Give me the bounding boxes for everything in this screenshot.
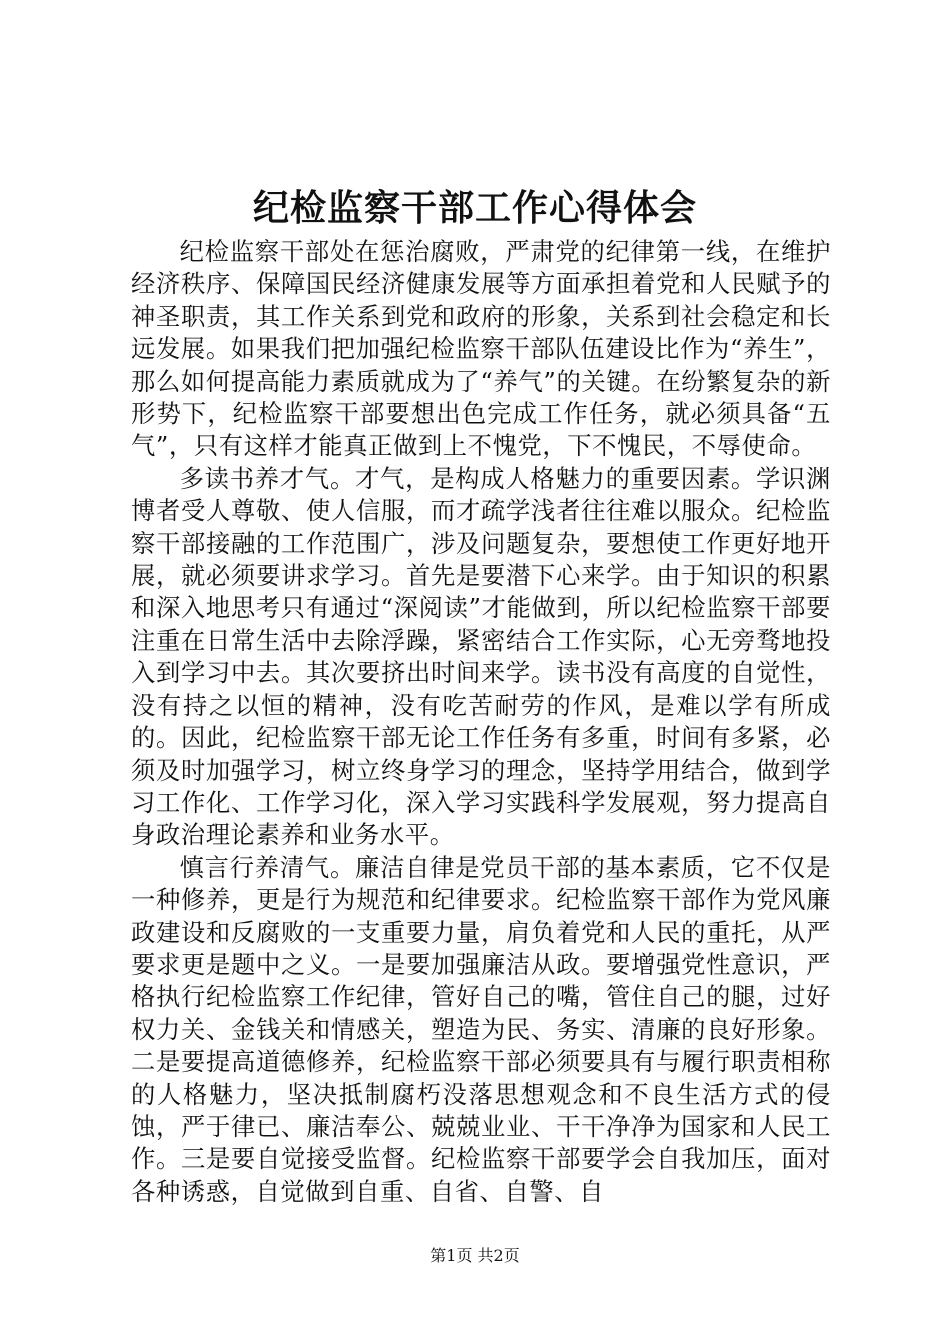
document-title: 纪检监察干部工作心得体会 bbox=[252, 187, 697, 229]
paragraph-conduct: 慎言行养清气。廉洁自律是党员干部的基本素质，它不仅是一种修养，更是行为规范和纪律要求。纪检监察干部作为党风廉政建设和反腐败的一支重要力量，肩负着党和人民的重托，从严要求更是题中之义。一是要加强廉洁从政。要增强党性意识，严格执行纪检监察工作纪律，管好自己的嘴，管住自己的腿，过好权力关、金钱关和情感关，塑造为民、务实、清廉的良好形象。二是要提高道德修养，纪检监察干部必须要具有与履行职责相称的人格魅力，坚决抵制腐朽没落思想观念和不良生活方式的侵蚀，严于律已、廉洁奉公、兢兢业业、干干净净为国家和人民工作。三是要自觉接受监督。纪检监察干部要学会自我加压，面对各种诱惑，自觉做到自重、自省、自警、自 bbox=[131, 852, 831, 1206]
document-body bbox=[131, 236, 831, 1208]
paragraph-intro: 纪检监察干部处在惩治腐败，严肃党的纪律第一线，在维护经济秩序、保障国民经济健康发展等方面承担着党和人民赋予的神圣职责，其工作关系到党和政府的形象，关系到社会稳定和长远发展。如果我们把加强纪检监察干部队伍建设比作为“养生”，那么如何提高能力素质就成为了“养气”的关键。在纷繁复杂的新形势下，纪检监察干部要想出色完成工作任务，就必须具备“五气”，只有这样才能真正做到上不愧党，下不愧民，不辱使命。 bbox=[131, 237, 831, 461]
paragraph-reading: 多读书养才气。才气，是构成人格魅力的重要因素。学识渊博者受人尊敬、使人信服，而才疏学浅者往往难以服众。纪检监察干部接融的工作范围广，涉及问题复杂，要想使工作更好地开展，就必须要讲求学习。首先是要潜下心来学。由于知识的积累和深入地思考只有通过“深阅读”才能做到，所以纪检监察干部要注重在日常生活中去除浮躁，紧密结合工作实际，心无旁骛地投入到学习中去。其次要挤出时间来学。读书没有高度的自觉性，没有持之以恒的精神，没有吃苦耐劳的作风，是难以学有所成的。因此，纪检监察干部无论工作任务有多重，时间有多紧，必须及时加强学习，树立终身学习的理念，坚持学用结合，做到学习工作化、工作学习化，深入学习实践科学发展观，努力提高自身政治理论素养和业务水平。 bbox=[131, 463, 831, 850]
page-footer: 第1页 共2页 bbox=[430, 1246, 520, 1265]
